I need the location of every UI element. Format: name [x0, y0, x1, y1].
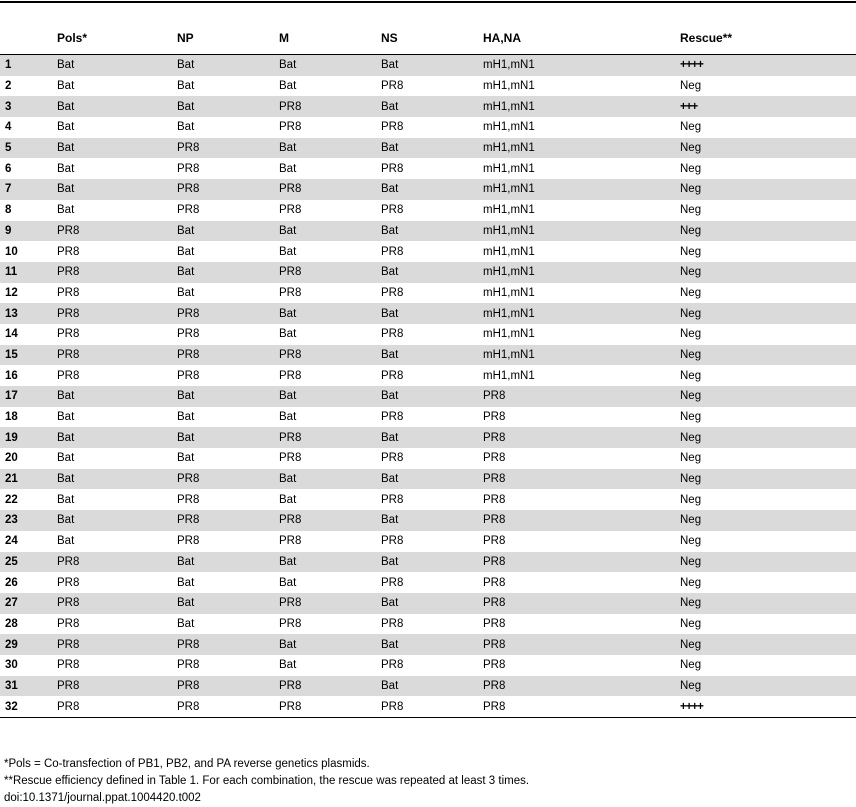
cell-m: PR8 — [274, 696, 376, 717]
cell-ha-na: PR8 — [478, 676, 675, 697]
table-row — [0, 283, 856, 304]
cell-row-number: 9 — [0, 221, 52, 242]
cell-m: Bat — [279, 576, 297, 589]
cell-m: PR8 — [279, 617, 302, 630]
cell-ns: PR8 — [381, 162, 404, 175]
cell-row-number: 17 — [0, 386, 52, 407]
cell-row-number: 11 — [0, 262, 52, 283]
cell-m: Bat — [274, 303, 376, 324]
cell-pols: PR8 — [57, 659, 80, 672]
cell-ha-na: PR8 — [483, 576, 506, 589]
cell-row-number: 16 — [5, 369, 18, 382]
cell-rescue: Neg — [675, 552, 856, 573]
table-row — [0, 365, 856, 386]
cell-ha-na: PR8 — [478, 469, 675, 490]
cell-pols: PR8 — [57, 617, 80, 630]
cell-m: PR8 — [274, 510, 376, 531]
cell-m: PR8 — [274, 96, 376, 117]
table-row — [0, 55, 856, 76]
cell-ha-na: PR8 — [483, 659, 506, 672]
cell-rescue: Neg — [675, 386, 856, 407]
table-row — [0, 572, 856, 593]
cell-ns: Bat — [376, 179, 478, 200]
cell-np: PR8 — [172, 676, 274, 697]
cell-pols: PR8 — [52, 593, 172, 614]
cell-np: Bat — [172, 593, 274, 614]
cell-pols: Bat — [52, 55, 172, 76]
cell-m: PR8 — [274, 179, 376, 200]
cell-row-number: 29 — [0, 634, 52, 655]
cell-rescue: Neg — [680, 80, 702, 93]
cell-pols: Bat — [52, 427, 172, 448]
cell-m: PR8 — [274, 593, 376, 614]
cell-rescue: Neg — [675, 510, 856, 531]
cell-rescue: Neg — [680, 121, 702, 134]
table-row — [0, 655, 856, 676]
cell-m: PR8 — [274, 262, 376, 283]
cell-rescue: +++ — [675, 96, 856, 117]
table-row — [0, 510, 856, 531]
cell-row-number: 12 — [5, 286, 18, 299]
cell-row-number: 7 — [0, 179, 52, 200]
cell-ns: PR8 — [381, 204, 404, 217]
cell-ha-na: mH1,mN1 — [483, 162, 535, 175]
cell-np: Bat — [177, 617, 195, 630]
table-row — [0, 76, 856, 97]
cell-row-number: 3 — [0, 96, 52, 117]
cell-np: PR8 — [177, 204, 200, 217]
cell-np: Bat — [172, 55, 274, 76]
table-row — [0, 200, 856, 221]
cell-m: PR8 — [274, 345, 376, 366]
cell-row-number: 8 — [5, 204, 12, 217]
cell-pols: Bat — [52, 138, 172, 159]
table-row — [0, 345, 856, 366]
cell-pols: PR8 — [57, 369, 80, 382]
cell-ha-na: PR8 — [478, 552, 675, 573]
cell-ha-na: PR8 — [478, 593, 675, 614]
cell-np: Bat — [172, 386, 274, 407]
cell-row-number: 14 — [5, 328, 18, 341]
cell-row-number: 1 — [0, 55, 52, 76]
cell-row-number: 2 — [5, 80, 12, 93]
cell-pols: PR8 — [52, 552, 172, 573]
cell-m: Bat — [279, 493, 297, 506]
cell-pols: Bat — [57, 204, 75, 217]
cell-ha-na: mH1,mN1 — [478, 138, 675, 159]
cell-m: Bat — [279, 245, 297, 258]
cell-pols: Bat — [57, 162, 75, 175]
cell-m: PR8 — [279, 369, 302, 382]
cell-row-number: 23 — [0, 510, 52, 531]
cell-ha-na: mH1,mN1 — [478, 96, 675, 117]
table-row — [0, 448, 856, 469]
cell-ha-na: PR8 — [478, 427, 675, 448]
cell-pols: Bat — [52, 179, 172, 200]
cell-ha-na: mH1,mN1 — [483, 121, 535, 134]
cell-np: PR8 — [172, 469, 274, 490]
cell-np: Bat — [177, 411, 195, 424]
cell-row-number: 22 — [5, 493, 18, 506]
cell-ns: PR8 — [381, 245, 404, 258]
cell-ha-na: PR8 — [478, 634, 675, 655]
cell-pols: Bat — [52, 386, 172, 407]
cell-np: PR8 — [177, 659, 200, 672]
table-row — [0, 696, 856, 717]
cell-np: Bat — [177, 452, 195, 465]
table-row — [0, 593, 856, 614]
cell-rescue: Neg — [680, 493, 702, 506]
cell-ns: PR8 — [381, 121, 404, 134]
cell-rescue: Neg — [675, 634, 856, 655]
header-pols: Pols* — [52, 22, 172, 55]
cell-ns: Bat — [376, 138, 478, 159]
cell-pols: Bat — [57, 80, 75, 93]
cell-m: Bat — [274, 221, 376, 242]
table-row — [0, 489, 856, 510]
table-row — [0, 179, 856, 200]
cell-ns: Bat — [376, 386, 478, 407]
cell-rescue: Neg — [675, 221, 856, 242]
cell-row-number: 19 — [0, 427, 52, 448]
footnotes — [4, 756, 529, 807]
cell-rescue: Neg — [680, 659, 702, 672]
header-ns: NS — [376, 22, 478, 55]
cell-ns: Bat — [376, 676, 478, 697]
cell-rescue: Neg — [680, 411, 702, 424]
cell-pols: PR8 — [52, 262, 172, 283]
cell-np: PR8 — [172, 303, 274, 324]
cell-m: PR8 — [279, 204, 302, 217]
cell-pols: Bat — [57, 121, 75, 134]
cell-row-number: 5 — [0, 138, 52, 159]
table-top-rule — [0, 1, 856, 3]
cell-pols: Bat — [57, 411, 75, 424]
cell-row-number: 28 — [5, 617, 18, 630]
cell-ns: PR8 — [381, 452, 404, 465]
table-row — [0, 469, 856, 490]
cell-pols: PR8 — [57, 245, 80, 258]
cell-ns: PR8 — [381, 493, 404, 506]
cell-m: PR8 — [279, 286, 302, 299]
cell-m: Bat — [279, 162, 297, 175]
cell-rescue: Neg — [675, 262, 856, 283]
table-row — [0, 138, 856, 159]
cell-row-number: 21 — [0, 469, 52, 490]
cell-np: PR8 — [177, 535, 200, 548]
cell-m: Bat — [274, 634, 376, 655]
cell-m: PR8 — [274, 676, 376, 697]
cell-ha-na: PR8 — [483, 452, 506, 465]
cell-ha-na: mH1,mN1 — [478, 303, 675, 324]
cell-ns: Bat — [376, 345, 478, 366]
cell-ha-na: PR8 — [483, 411, 506, 424]
cell-ha-na: PR8 — [478, 510, 675, 531]
cell-rescue: Neg — [680, 328, 702, 341]
cell-ha-na: mH1,mN1 — [483, 369, 535, 382]
cell-ha-na: mH1,mN1 — [483, 328, 535, 341]
cell-m: Bat — [274, 55, 376, 76]
table-row — [0, 158, 856, 179]
cell-np: Bat — [172, 96, 274, 117]
cell-ns: PR8 — [376, 696, 478, 717]
footnote-doi: doi:10.1371/journal.ppat.1004420.t002 — [4, 792, 201, 804]
cell-np: PR8 — [172, 696, 274, 717]
cell-ha-na: PR8 — [478, 386, 675, 407]
cell-row-number: 10 — [5, 245, 18, 258]
cell-row-number: 15 — [0, 345, 52, 366]
cell-np: PR8 — [172, 510, 274, 531]
cell-rescue: Neg — [675, 676, 856, 697]
cell-pols: Bat — [57, 535, 75, 548]
table-row — [0, 241, 856, 262]
cell-pols: PR8 — [52, 696, 172, 717]
cell-row-number: 24 — [5, 535, 18, 548]
table-row — [0, 221, 856, 242]
cell-np: PR8 — [177, 162, 200, 175]
cell-ha-na: PR8 — [483, 493, 506, 506]
table-row — [0, 531, 856, 552]
cell-ha-na: mH1,mN1 — [478, 345, 675, 366]
cell-rescue: Neg — [675, 138, 856, 159]
cell-ns: PR8 — [381, 617, 404, 630]
cell-ha-na: PR8 — [483, 535, 506, 548]
cell-ns: Bat — [376, 427, 478, 448]
cell-ha-na: mH1,mN1 — [478, 55, 675, 76]
cell-ns: PR8 — [381, 80, 404, 93]
cell-m: Bat — [274, 386, 376, 407]
table-header — [0, 22, 856, 55]
table-row — [0, 117, 856, 138]
cell-rescue: Neg — [680, 204, 702, 217]
cell-m: Bat — [274, 469, 376, 490]
header-np: NP — [172, 22, 274, 55]
table-row — [0, 614, 856, 635]
cell-ha-na: mH1,mN1 — [478, 221, 675, 242]
cell-ha-na: PR8 — [478, 696, 675, 717]
cell-rescue: Neg — [680, 162, 702, 175]
cell-rescue: ++++ — [675, 696, 856, 717]
header-row-number — [0, 22, 52, 55]
cell-ns: PR8 — [381, 369, 404, 382]
cell-np: PR8 — [172, 138, 274, 159]
cell-row-number: 26 — [5, 576, 18, 589]
cell-rescue: Neg — [680, 245, 702, 258]
cell-ha-na: mH1,mN1 — [478, 179, 675, 200]
table-row — [0, 303, 856, 324]
cell-ha-na: mH1,mN1 — [483, 204, 535, 217]
cell-np: Bat — [177, 286, 195, 299]
cell-rescue: Neg — [680, 535, 702, 548]
cell-np: Bat — [177, 80, 195, 93]
cell-pols: Bat — [52, 510, 172, 531]
cell-row-number: 18 — [5, 411, 18, 424]
table-row — [0, 262, 856, 283]
cell-rescue: ++++ — [675, 55, 856, 76]
cell-rescue: Neg — [675, 469, 856, 490]
table-row — [0, 96, 856, 117]
cell-row-number: 13 — [0, 303, 52, 324]
table-row — [0, 324, 856, 345]
table-row — [0, 552, 856, 573]
cell-ns: Bat — [376, 469, 478, 490]
cell-m: Bat — [274, 138, 376, 159]
cell-pols: PR8 — [57, 328, 80, 341]
table-row — [0, 676, 856, 697]
cell-ns: Bat — [376, 634, 478, 655]
cell-pols: PR8 — [52, 345, 172, 366]
cell-np: Bat — [177, 576, 195, 589]
cell-np: PR8 — [172, 179, 274, 200]
cell-ns: PR8 — [381, 411, 404, 424]
cell-ha-na: mH1,mN1 — [483, 245, 535, 258]
cell-ns: PR8 — [381, 659, 404, 672]
cell-m: Bat — [279, 659, 297, 672]
table-row — [0, 427, 856, 448]
cell-row-number: 31 — [0, 676, 52, 697]
data-table — [0, 22, 856, 718]
cell-rescue: Neg — [675, 179, 856, 200]
header-row — [0, 22, 856, 55]
cell-ha-na: mH1,mN1 — [483, 80, 535, 93]
cell-rescue: Neg — [680, 576, 702, 589]
header-m: M — [274, 22, 376, 55]
cell-m: PR8 — [279, 121, 302, 134]
cell-rescue: Neg — [675, 427, 856, 448]
cell-m: Bat — [279, 328, 297, 341]
cell-ns: PR8 — [381, 535, 404, 548]
cell-ns: Bat — [376, 510, 478, 531]
cell-ha-na: mH1,mN1 — [483, 286, 535, 299]
cell-np: PR8 — [177, 328, 200, 341]
cell-rescue: Neg — [680, 452, 702, 465]
cell-np: PR8 — [172, 634, 274, 655]
cell-pols: PR8 — [52, 676, 172, 697]
cell-ns: Bat — [376, 552, 478, 573]
cell-pols: Bat — [52, 469, 172, 490]
cell-m: Bat — [279, 411, 297, 424]
cell-ns: Bat — [376, 221, 478, 242]
cell-row-number: 4 — [5, 121, 12, 134]
footnote-pols: *Pols = Co-transfection of PB1, PB2, and PA reverse genetics plasmids. — [4, 758, 370, 770]
cell-pols: PR8 — [52, 221, 172, 242]
cell-np: Bat — [177, 121, 195, 134]
cell-row-number: 32 — [0, 696, 52, 717]
cell-row-number: 27 — [0, 593, 52, 614]
header-rescue: Rescue** — [675, 22, 856, 55]
cell-ns: PR8 — [381, 286, 404, 299]
cell-rescue: Neg — [675, 303, 856, 324]
cell-np: Bat — [172, 427, 274, 448]
table-row — [0, 407, 856, 428]
cell-row-number: 6 — [5, 162, 12, 175]
table-row — [0, 386, 856, 407]
cell-pols: PR8 — [52, 303, 172, 324]
header-ha-na: HA,NA — [478, 22, 675, 55]
table-body — [0, 55, 856, 718]
cell-pols: PR8 — [57, 286, 80, 299]
table-row — [0, 634, 856, 655]
cell-m: PR8 — [274, 427, 376, 448]
cell-rescue: Neg — [675, 345, 856, 366]
cell-pols: Bat — [57, 452, 75, 465]
cell-np: Bat — [172, 221, 274, 242]
cell-m: PR8 — [279, 452, 302, 465]
cell-np: PR8 — [177, 493, 200, 506]
cell-ns: Bat — [376, 55, 478, 76]
cell-ns: PR8 — [381, 576, 404, 589]
cell-ns: Bat — [376, 593, 478, 614]
cell-np: Bat — [172, 552, 274, 573]
cell-row-number: 30 — [5, 659, 18, 672]
cell-np: Bat — [172, 262, 274, 283]
cell-np: PR8 — [172, 345, 274, 366]
cell-rescue: Neg — [680, 617, 702, 630]
cell-m: Bat — [274, 552, 376, 573]
cell-m: Bat — [279, 80, 297, 93]
cell-pols: Bat — [52, 96, 172, 117]
cell-np: Bat — [177, 245, 195, 258]
cell-ns: Bat — [376, 262, 478, 283]
cell-pols: PR8 — [52, 634, 172, 655]
cell-rescue: Neg — [680, 286, 702, 299]
cell-pols: Bat — [57, 493, 75, 506]
cell-ha-na: PR8 — [483, 617, 506, 630]
cell-rescue: Neg — [675, 593, 856, 614]
cell-rescue: Neg — [680, 369, 702, 382]
footnote-rescue: **Rescue efficiency defined in Table 1. For each combination, the rescue was repeated at least 3 times. — [4, 775, 530, 787]
cell-np: PR8 — [177, 369, 200, 382]
cell-ns: PR8 — [381, 328, 404, 341]
cell-pols: PR8 — [57, 576, 80, 589]
cell-m: PR8 — [279, 535, 302, 548]
cell-row-number: 20 — [5, 452, 18, 465]
cell-ns: Bat — [376, 303, 478, 324]
cell-ns: Bat — [376, 96, 478, 117]
cell-ha-na: mH1,mN1 — [478, 262, 675, 283]
cell-row-number: 25 — [0, 552, 52, 573]
